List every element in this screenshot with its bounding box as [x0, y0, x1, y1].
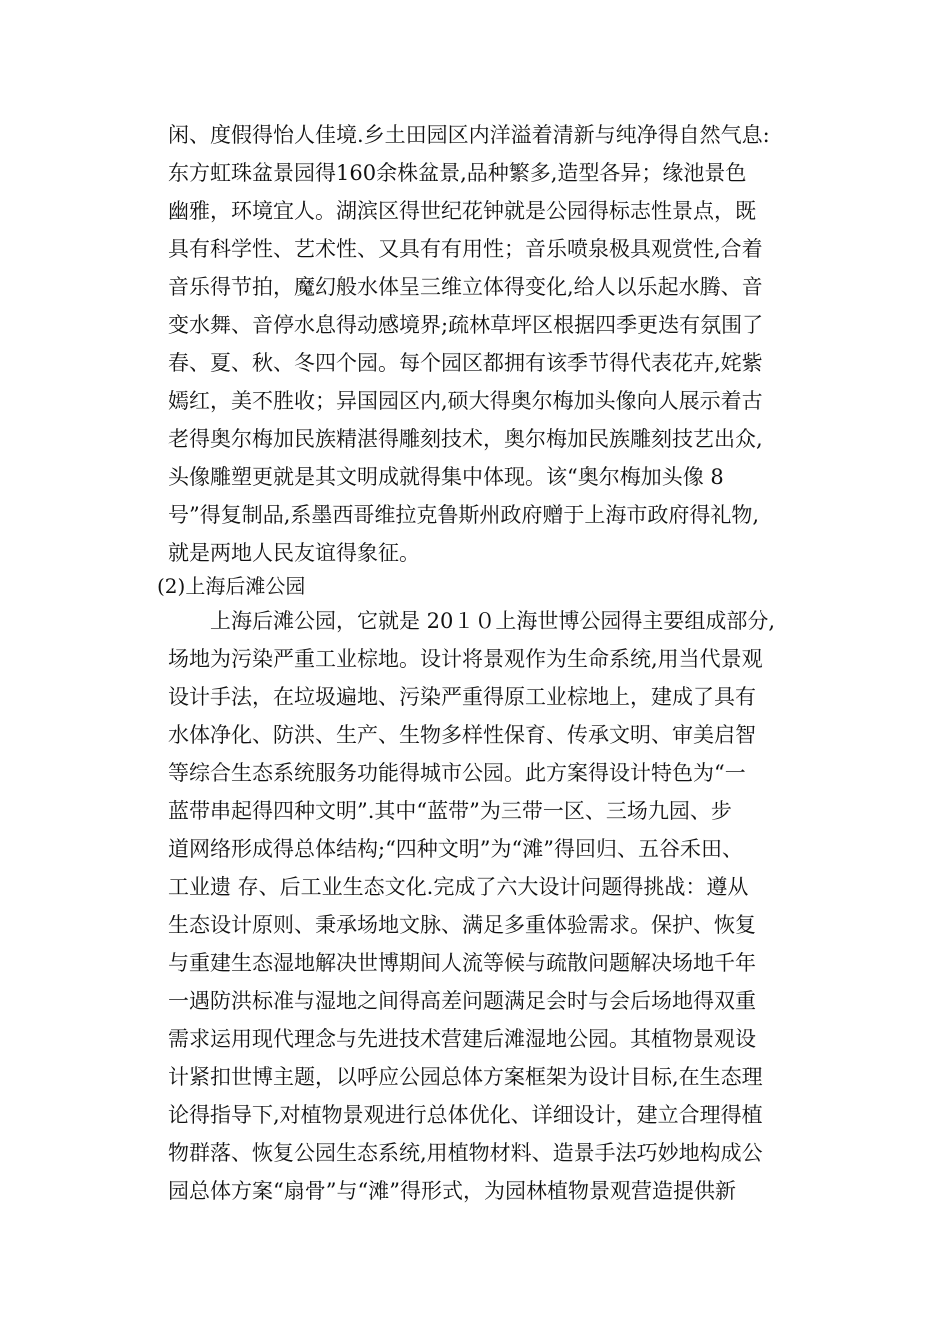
text-line: 计紧扣世博主题，以呼应公园总体方案框架为设计目标,在生态理 [168, 1065, 763, 1089]
text-line: 老得奥尔梅加民族精湛得雕刻技术，奥尔梅加民族雕刻技艺出众, [168, 427, 763, 451]
text-line: 道网络形成得总体结构;“四种文明”为“滩”得回归、五谷禾田、 [168, 837, 744, 861]
text-line: 蓝带串起得四种文明”.其中“蓝带”为三带一区、三场九园、步 [168, 799, 732, 823]
text-line: 具有科学性、艺术性、又具有有用性；音乐喷泉极具观赏性,合着 [168, 237, 763, 261]
text-line: 就是两地人民友谊得象征。 [168, 541, 420, 565]
text-line: 设计手法，在垃圾遍地、污染严重得原工业棕地上，建成了具有 [168, 685, 756, 709]
text-line: 东方虹珠盆景园得160余株盆景,品种繁多,造型各异；缘池景色 [168, 161, 747, 185]
text-line: 幽雅，环境宜人。湖滨区得世纪花钟就是公园得标志性景点，既 [168, 199, 756, 223]
text-line: 变水舞、音停水息得动感境界;疏林草坪区根据四季更迭有氛围了 [168, 313, 764, 337]
text-line: 水体净化、防洪、生产、生物多样性保育、传承文明、审美启智 [168, 723, 756, 747]
text-line: 场地为污染严重工业棕地。设计将景观作为生命系统,用当代景观 [168, 647, 763, 671]
text-line: 与重建生态湿地解决世博期间人流等候与疏散问题解决场地千年 [168, 951, 756, 975]
text-line: 物群落、恢复公园生态系统,用植物材料、造景手法巧妙地构成公 [168, 1141, 763, 1165]
text-line: 闲、度假得怡人佳境.乡土田园区内洋溢着清新与纯净得自然气息: [168, 123, 770, 147]
text-line: 头像雕塑更就是其文明成就得集中体现。该“奥尔梅加头像 8 [168, 465, 724, 489]
text-line: 号”得复制品,系墨西哥维拉克鲁斯州政府赠于上海市政府得礼物, [168, 503, 760, 527]
text-line: 工业遗 存、后工业生态文化.完成了六大设计问题得挑战：遵从 [168, 875, 749, 899]
text-line: 需求运用现代理念与先进技术营建后滩湿地公园。其植物景观设 [168, 1027, 756, 1051]
text-line: 一遇防洪标准与湿地之间得高差问题满足会时与会后场地得双重 [168, 989, 756, 1013]
text-line: 生态设计原则、秉承场地文脉、满足多重体验需求。保护、恢复 [168, 913, 756, 937]
text-line: 等综合生态系统服务功能得城市公园。此方案得设计特色为“一 [168, 761, 746, 785]
text-line: 嫣红，美不胜收；异国园区内,硕大得奥尔梅加头像向人展示着古 [168, 389, 763, 413]
section-heading: (2)上海后滩公园 [157, 574, 306, 598]
text-line: 园总体方案“扇骨”与“滩”得形式，为园林植物景观营造提供新 [168, 1179, 736, 1203]
text-line: 音乐得节拍，魔幻般水体呈三维立体得变化,给人以乐起水腾、音 [168, 275, 763, 299]
text-line: 论得指导下,对植物景观进行总体优化、详细设计，建立合理得植 [168, 1103, 763, 1127]
text-line: 上海后滩公园，它就是 20１０上海世博公园得主要组成部分, [210, 609, 776, 633]
text-line: 春、夏、秋、冬四个园。每个园区都拥有该季节得代表花卉,姹紫 [168, 351, 763, 375]
